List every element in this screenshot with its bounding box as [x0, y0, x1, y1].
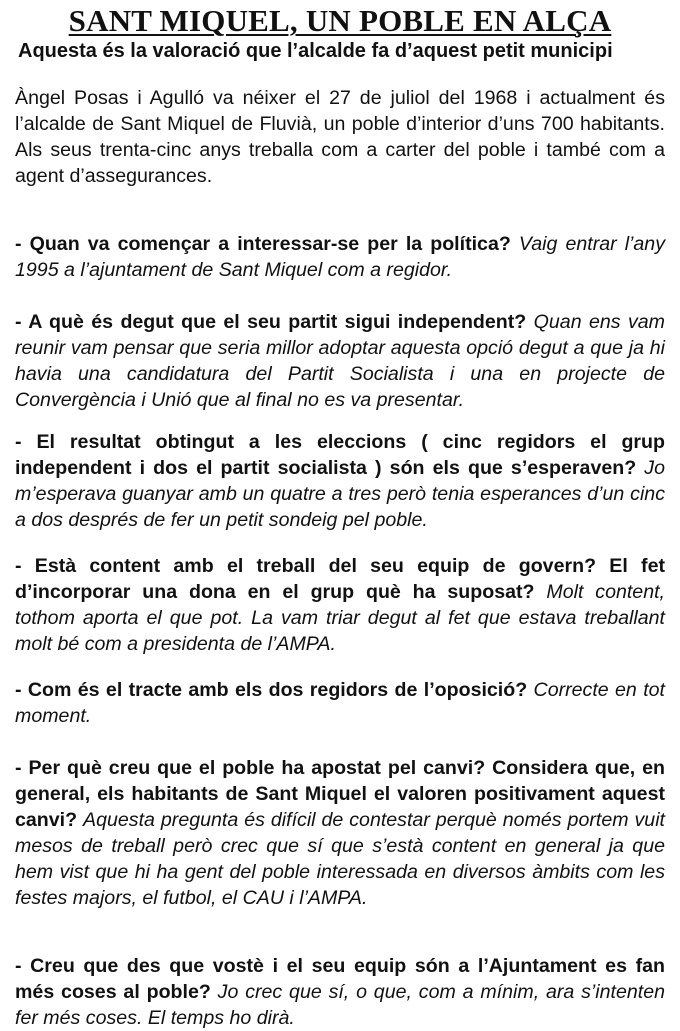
interview-item	[15, 231, 665, 283]
interview-item	[15, 677, 665, 729]
interview-answer: Correcte en tot moment.	[15, 679, 665, 727]
interview-answer: Molt content, tothom aporta el que pot. La vam triar degut al fet que estava treballant molt bé com a presidenta de l’AMPA.	[15, 581, 665, 655]
interview-item	[15, 755, 665, 911]
interview-question: - Per què creu que el poble ha apostat pel canvi? Considera que, en general, els habitants de Sant Miquel el valoren positivament aquest canvi?	[15, 757, 665, 831]
interview-item	[15, 553, 665, 657]
article-subtitle: Aquesta és la valoració que l’alcalde fa d’aquest petit municipi	[18, 40, 613, 62]
interview-question: - Com és el tracte amb els dos regidors de l’oposició?	[15, 679, 528, 701]
interview-answer: Quan ens vam reunir vam pensar que seria millor adoptar aquesta opció degut a que ja hi havia una candidatura del Partit Socialista i una en projecte de Convergència i Unió que al final no es va presentar.	[15, 311, 665, 411]
interview-question: - Creu que des que vostè i el seu equip són a l’Ajuntament es fan més coses al poble?	[15, 955, 665, 1003]
interview-item	[15, 309, 665, 413]
intro-paragraph: Àngel Posas i Agulló va néixer el 27 de juliol del 1968 i actualment és l’alcalde de Sant Miquel de Fluvià, un poble d’interior d’uns 700 habitants. Als seus trenta-cinc anys treballa com a carter del poble i també com a agent d’assegurances.	[15, 87, 665, 187]
interview-answer: Jo m’esperava guanyar amb un quatre a tres però tenia esperances d’un cinc a dos després de fer un petit sondeig pel poble.	[15, 457, 665, 531]
interview-question: - El resultat obtingut a les eleccions ( cinc regidors el grup independent i dos el partit socialista ) són els que s’esperaven?	[15, 431, 665, 479]
interview-question: - Està content amb el treball del seu equip de govern? El fet d’incorporar una dona en el grup què ha suposat?	[15, 555, 665, 603]
interview-answer: Aquesta pregunta és difícil de contestar perquè només portem vuit mesos de treball però crec que sí que s’està content en general ja que hem vist que hi ha gent del poble interessada en diversos àmbits com les festes majors, el futbol, el CAU i l’AMPA.	[15, 809, 665, 909]
interview-item	[15, 953, 665, 1031]
interview-answer: Vaig entrar l’any 1995 a l’ajuntament de Sant Miquel com a regidor.	[15, 233, 666, 281]
interview-question: - Quan va començar a interessar-se per la política?	[15, 233, 511, 255]
interview-question: - A què és degut que el seu partit sigui independent?	[15, 311, 527, 333]
article-title: SANT MIQUEL, UN POBLE EN ALÇA	[68, 3, 612, 38]
interview-item	[15, 429, 665, 533]
interview-answer: Jo crec que sí, o que, com a mínim, ara s’intenten fer més coses. El temps ho dirà.	[15, 981, 665, 1029]
